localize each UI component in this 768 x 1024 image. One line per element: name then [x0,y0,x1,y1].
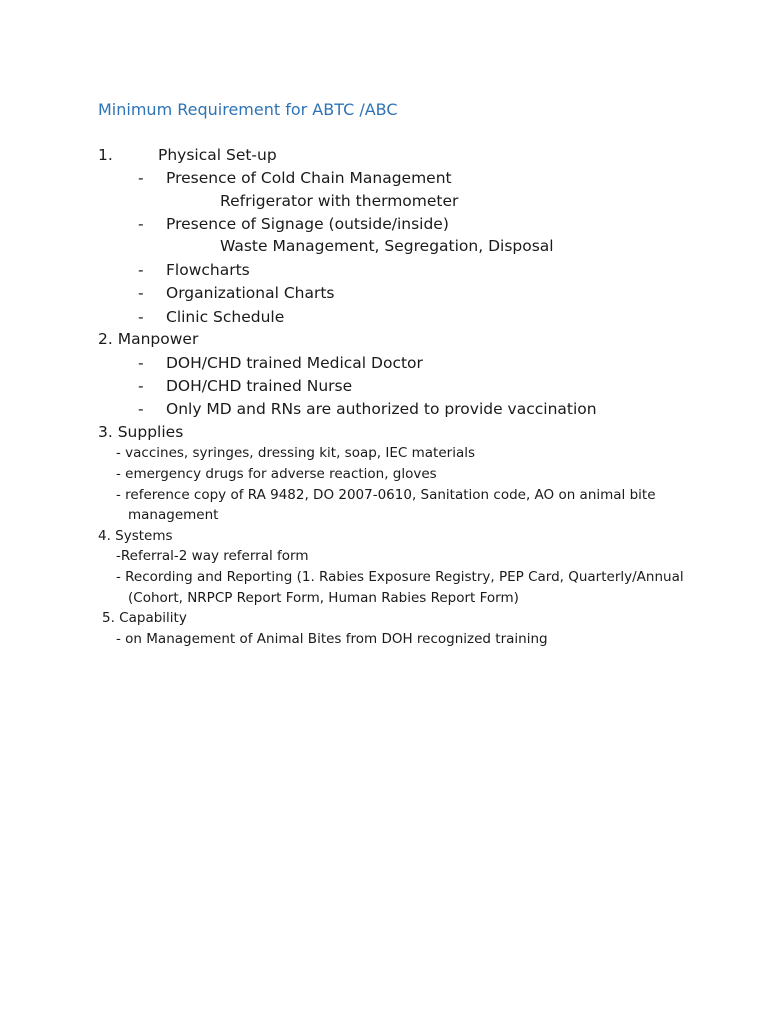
list-item: Presence of Signage (outside/inside) [166,215,449,233]
list-line: - vaccines, syringes, dressing kit, soap, IEC materials [116,445,476,461]
list-item: Organizational Charts [166,284,335,302]
list-dash: - [138,261,144,279]
section-heading: 3. Supplies [98,423,184,441]
list-line: (Cohort, NRPCP Report Form, Human Rabies Report Form) [128,590,519,606]
list-dash: - [138,284,144,302]
section-heading: 5. Capability [102,610,187,626]
section-heading: Physical Set-up [158,146,277,164]
list-dash: - [138,400,144,418]
section-heading: 4. Systems [98,528,173,544]
list-line: - Recording and Reporting (1. Rabies Exposure Registry, PEP Card, Quarterly/Annual [116,569,684,585]
list-item: Flowcharts [166,261,250,279]
list-dash: - [138,215,144,233]
list-dash: - [138,377,144,395]
list-line: - emergency drugs for adverse reaction, gloves [116,466,437,482]
list-item: DOH/CHD trained Medical Doctor [166,354,423,372]
list-line: - on Management of Animal Bites from DOH recognized training [116,631,548,647]
list-subitem: Waste Management, Segregation, Disposal [220,237,554,255]
list-line: management [128,507,219,523]
list-line: - reference copy of RA 9482, DO 2007-0610, Sanitation code, AO on animal bite [116,487,656,503]
list-subitem: Refrigerator with thermometer [220,192,459,210]
list-line: -Referral-2 way referral form [116,548,309,564]
list-item: Only MD and RNs are authorized to provide vaccination [166,400,597,418]
list-item: Presence of Cold Chain Management [166,169,452,187]
list-dash: - [138,308,144,326]
list-dash: - [138,169,144,187]
list-item: DOH/CHD trained Nurse [166,377,353,395]
list-dash: - [138,354,144,372]
section-number: 1. [98,146,113,164]
section-heading: 2. Manpower [98,330,199,348]
list-item: Clinic Schedule [166,308,285,326]
document-title: Minimum Requirement for ABTC /ABC [98,100,398,119]
